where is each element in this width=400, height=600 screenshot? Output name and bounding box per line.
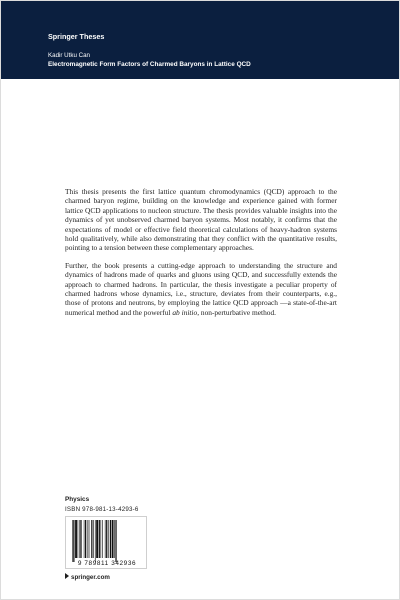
barcode-bar <box>101 520 102 558</box>
barcode-bar <box>75 520 77 558</box>
discipline-label: Physics <box>65 496 90 503</box>
blurb-paragraph-1: This thesis presents the first lattice quantum chromodynamics (QCD) approach to the charmed baryon regime, building on the knowledge and experience gained with former lattice QCD applications to nucleon structure. The thesis provides valuable insights into the dynamics of yet unobserved charmed baryon systems. Most notably, it confirms that the expectations of model or effective field theoretical calculations of heavy-hadron systems hold qualitatively, while also demonstrating that they conflict with the quantitative results, pointing to a tension between these complementary approaches. <box>65 187 337 253</box>
series-name: Springer Theses <box>48 32 105 41</box>
barcode-bar <box>85 520 86 558</box>
blurb-paragraph-2-text: Further, the book presents a cutting-edge approach to understanding the structure and dynamics of hadrons made of quarks and gluons using QCD, and successfully extends the approach to charmed hadrons. In particular, the thesis investigate a peculiar property of charmed hadrons whose dynamics, i.e., structure, deviates from their counterparts, e.g., those of protons and neutrons, by employing the lattice QCD approach —a state-of-the-art numerical method and the powerful <box>65 260 337 317</box>
barcode-number: 9 789811 342936 <box>77 560 137 567</box>
barcode-bars <box>72 520 142 562</box>
barcode-bar <box>88 520 89 558</box>
blurb-paragraph-2-end: , non-perturbative method. <box>197 307 276 317</box>
isbn-text: ISBN 978-981-13-4293-6 <box>65 506 139 513</box>
barcode-bar <box>112 520 114 558</box>
barcode-bar <box>72 520 73 562</box>
blurb-italic-phrase: ab initio <box>172 307 198 317</box>
book-title: Electromagnetic Form Factors of Charmed Baryons in Lattice QCD <box>48 61 251 68</box>
barcode-bar <box>89 520 90 558</box>
barcode-bar <box>115 520 116 562</box>
blurb-text <box>65 187 337 325</box>
barcode-bar <box>106 520 107 558</box>
barcode-bar <box>78 520 79 558</box>
barcode <box>65 516 147 569</box>
barcode-bar <box>105 520 106 558</box>
barcode-bar <box>91 520 92 558</box>
blurb-paragraph-2 <box>65 261 337 317</box>
barcode-bar <box>95 520 96 562</box>
arrow-right-icon <box>65 573 69 579</box>
barcode-bar <box>84 520 85 558</box>
website-label: springer.com <box>71 574 110 581</box>
barcode-bar <box>99 520 100 558</box>
barcode-bar <box>114 520 115 558</box>
barcode-bar <box>96 520 98 558</box>
barcode-bar <box>102 520 103 558</box>
barcode-bar <box>73 520 74 562</box>
barcode-bar <box>93 520 94 558</box>
barcode-bar <box>108 520 109 558</box>
author-name: Kadir Utku Can <box>48 52 90 59</box>
header-band <box>1 1 399 79</box>
barcode-bar <box>110 520 111 558</box>
website-link[interactable] <box>65 573 110 581</box>
barcode-bar <box>81 520 82 558</box>
barcode-bar <box>79 520 80 558</box>
